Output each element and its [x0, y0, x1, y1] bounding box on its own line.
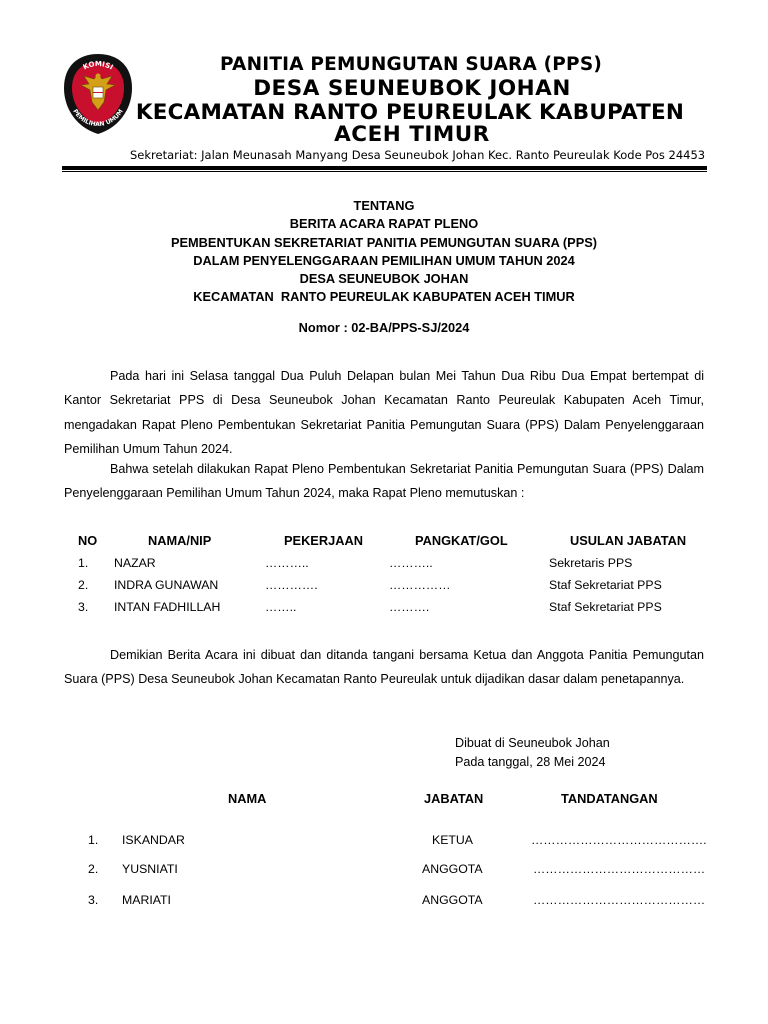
village-name: DESA SEUNEUBOK JOHAN	[253, 76, 571, 101]
table-header-position: USULAN JABATAN	[570, 533, 687, 548]
table-cell: Staf Sekretariat PPS	[549, 578, 662, 592]
title-line: DALAM PENYELENGGARAAN PEMILIHAN UMUM TAHUN 2024	[193, 252, 575, 268]
table-cell: ……….	[389, 600, 430, 614]
title-line: TENTANG	[353, 198, 415, 213]
sig-header-name: NAMA	[228, 791, 267, 806]
signature-line: ……………………………………	[533, 862, 706, 876]
table-cell: 3.	[78, 600, 89, 614]
sig-header-signature: TANDATANGAN	[561, 791, 658, 806]
svg-text:KOMISI: KOMISI	[81, 59, 115, 72]
decision-paragraph: Bahwa setelah dilakukan Rapat Pleno Pembentukan Sekretariat Panitia Pemungutan Suara (PPS) Dalam Penyelenggaraan Pemilihan Umum Tahun 2024, maka Rapat Pleno memutuskan :	[64, 462, 704, 501]
sig-cell: 2.	[88, 862, 99, 876]
sig-cell: ISKANDAR	[122, 833, 185, 847]
signature-line: …………………………………….	[531, 833, 707, 847]
table-cell: Sekretaris PPS	[549, 556, 633, 570]
svg-text:PEMILIHAN UMUM: PEMILIHAN UMUM	[71, 108, 125, 129]
table-cell: 2.	[78, 578, 89, 592]
table-cell: ………….	[265, 578, 318, 592]
regency-name: ACEH TIMUR	[334, 122, 490, 147]
letterhead-divider-thin	[62, 171, 707, 172]
sig-cell: ANGGOTA	[422, 862, 483, 876]
sig-header-role: JABATAN	[424, 791, 484, 806]
table-cell: INDRA GUNAWAN	[114, 578, 219, 592]
table-header-no: NO	[78, 533, 98, 548]
title-line: DESA SEUNEUBOK JOHAN	[299, 271, 469, 287]
table-header-rank: PANGKAT/GOL	[415, 533, 508, 548]
signing-place: Dibuat di Seuneubok Johan	[455, 736, 610, 750]
sig-cell: 1.	[88, 833, 99, 847]
letterhead-divider	[62, 166, 707, 170]
signing-date: Pada tanggal, 28 Mei 2024	[455, 755, 606, 769]
sig-cell: ANGGOTA	[422, 893, 483, 907]
table-cell: ……………	[389, 578, 451, 592]
table-header-job: PEKERJAAN	[284, 533, 363, 548]
document-number: Nomor : 02-BA/PPS-SJ/2024	[298, 320, 470, 335]
table-cell: ……..	[265, 600, 297, 614]
table-cell: ………..	[389, 556, 433, 570]
title-line: KECAMATAN RANTO PEUREULAK KABUPATEN ACEH TIMUR	[193, 289, 575, 305]
sig-cell: YUSNIATI	[122, 862, 178, 876]
signature-line: ……………………………………	[533, 893, 706, 907]
document-title	[0, 197, 768, 307]
table-cell: INTAN FADHILLAH	[114, 600, 221, 614]
sig-cell: KETUA	[432, 833, 473, 847]
table-cell: ………..	[265, 556, 309, 570]
secretariat-address: Sekretariat: Jalan Meunasah Manyang Desa Seuneubok Johan Kec. Ranto Peureulak Kode Pos 24453	[130, 148, 706, 162]
opening-paragraph: Pada hari ini Selasa tanggal Dua Puluh Delapan bulan Mei Tahun Dua Ribu Dua Empat bertempat di Kantor Sekretariat PPS di Desa Seuneubok Johan Kecamatan Ranto Peureulak Kabupaten Aceh Timur, mengadakan Rapat Pleno Pembentukan Sekretariat Panitia Pemungutan Suara (PPS) Dalam Penyelenggaraan Pemilihan Umum Tahun 2024.	[64, 369, 704, 457]
closing-paragraph: Demikian Berita Acara ini dibuat dan ditanda tangani bersama Ketua dan Anggota Panitia Pemungutan Suara (PPS) Desa Seuneubok Johan Kecamatan Ranto Peureulak untuk dijadikan dasar dalam penetapannya.	[64, 648, 704, 687]
committee-name: PANITIA PEMUNGUTAN SUARA (PPS)	[220, 54, 602, 75]
table-cell: NAZAR	[114, 556, 156, 570]
title-line: PEMBENTUKAN SEKRETARIAT PANITIA PEMUNGUTAN SUARA (PPS)	[170, 234, 598, 250]
title-line: BERITA ACARA RAPAT PLENO	[289, 216, 479, 232]
sig-cell: MARIATI	[122, 893, 171, 907]
district-name: KECAMATAN RANTO PEUREULAK KABUPATEN	[135, 100, 685, 125]
table-header-name: NAMA/NIP	[148, 533, 212, 548]
sig-cell: 3.	[88, 893, 99, 907]
table-cell: 1.	[78, 556, 89, 570]
table-cell: Staf Sekretariat PPS	[549, 600, 662, 614]
